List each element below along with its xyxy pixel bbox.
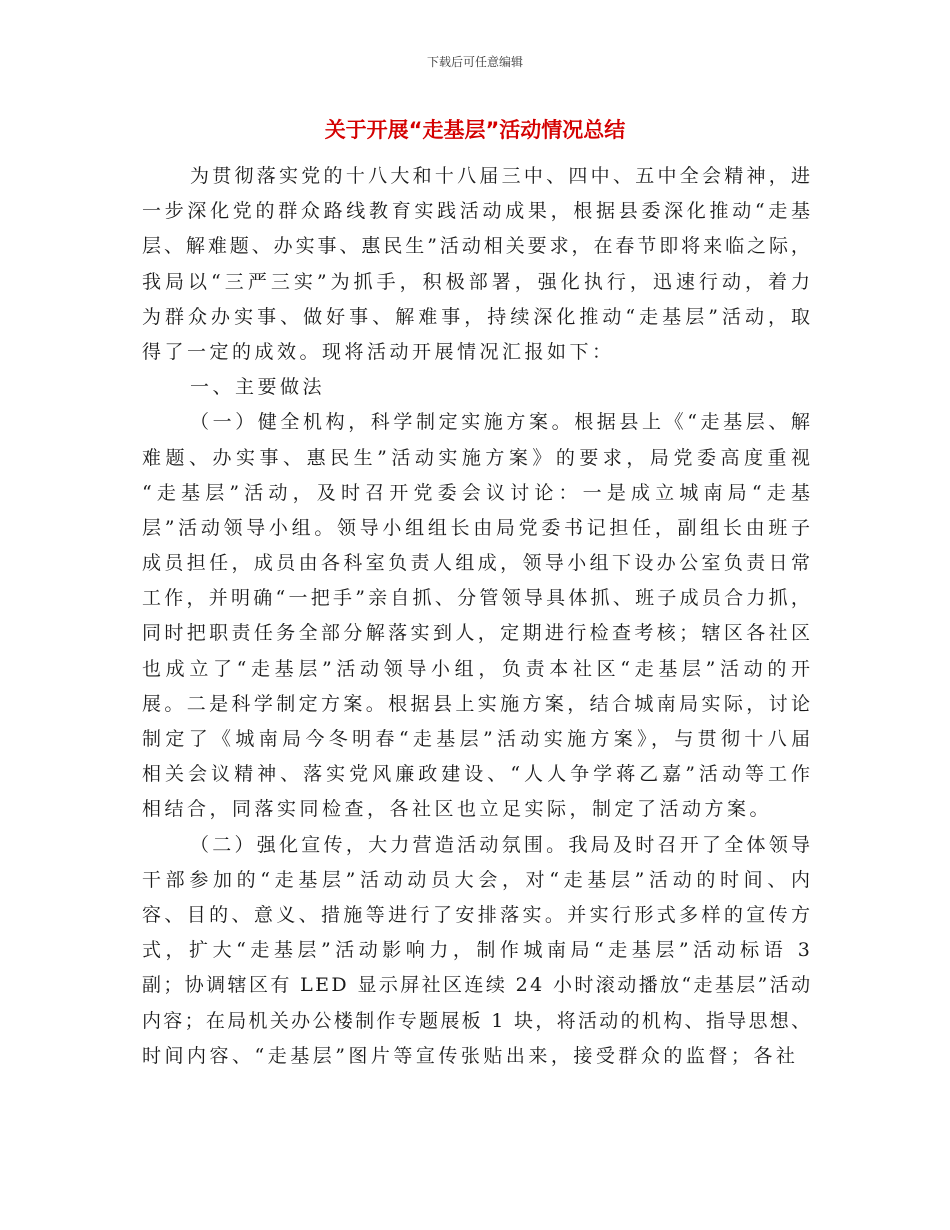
body-line [142,511,814,546]
body-line [142,581,814,616]
document-body [142,159,816,1074]
body-line-text: “走基层”活动，及时召开党委会议讨论：一是成立城南局“走基 [142,481,816,504]
body-line [142,792,810,827]
body-line-text: 层、解难题、办实事、惠民生”活动相关要求，在春节即将来临之际， [142,235,813,258]
body-line [142,828,814,863]
body-line [142,933,815,968]
body-line [142,476,816,511]
body-line-text: 相结合，同落实同检查，各社区也立足实际，制定了活动方案。 [142,798,773,821]
body-line-text: 内容；在局机关办公楼制作专题展板 1 块，将活动的机构、指导思想、 [142,1009,813,1032]
body-line-text: 制定了《城南局今冬明春“走基层”活动实施方案》，与贯彻十八届 [142,728,815,750]
body-line-text: 为群众办实事、做好事、解难事，持续深化推动“走基层”活动，取 [142,305,815,328]
body-line [142,441,815,476]
body-line [142,300,815,335]
body-line-text: （一）健全机构，科学制定实施方案。根据县上《“走基层、解 [190,411,814,434]
body-line [142,194,814,229]
body-line [142,863,815,898]
body-line [142,687,814,722]
body-line [142,265,815,300]
body-line [142,757,815,792]
body-line-text: 工作，并明确“一把手”亲自抓、分管领导具体抓、班子成员合力抓， [142,587,814,610]
document-title: 关于开展“走基层”活动情况总结 [324,118,626,142]
body-line-text: 我局以“三严三实”为抓手，积极部署，强化执行，迅速行动，着力 [142,270,815,293]
body-line-text: 同时把职责任务全部分解落实到人，定期进行检查考核；辖区各社区 [142,622,814,645]
body-line-text: （二）强化宣传，大力营造活动氛围。我局及时召开了全体领导 [190,833,814,856]
body-line-text: 一、主要做法 [190,376,326,399]
body-line [142,898,814,933]
body-line [142,722,815,757]
body-line-text: 副；协调辖区有 LED 显示屏社区连续 24 小时滚动播放“走基层”活动 [142,974,813,997]
body-line-text: 难题、办实事、惠民生”活动实施方案》的要求，局党委高度重视 [142,446,815,469]
body-line-text: 式，扩大“走基层”活动影响力，制作城南局“走基层”活动标语 3 [142,939,815,962]
body-line-text: 时间内容、“走基层”图片等宣传张贴出来，接受群众的监督；各社 [142,1044,799,1067]
body-line [142,335,810,370]
header-note: 下载后可任意编辑 [426,55,523,69]
body-line-text: 得了一定的成效。现将活动开展情况汇报如下： [142,340,615,363]
body-line-text: 相关会议精神、落实党风廉政建设、“人人争学蒋乙嘉”活动等工作 [142,763,815,786]
body-line-text: 也成立了“走基层”活动领导小组，负责本社区“走基层”活动的开 [142,657,815,680]
body-line [142,159,814,194]
body-line-text: 为贯彻落实党的十八大和十八届三中、四中、五中全会精神，进 [190,165,814,187]
body-line-text: 容、目的、意义、措施等进行了安排落实。并实行形式多样的宣传方 [142,903,814,926]
body-line [142,405,814,440]
body-line-text: 展。二是科学制定方案。根据县上实施方案，结合城南局实际，讨论 [142,692,814,715]
body-line [142,229,813,264]
body-line-text: 干部参加的“走基层”活动动员大会，对“走基层”活动的时间、内 [142,868,815,891]
body-line [142,652,815,687]
body-line-text: 成员担任，成员由各科室负责人组成，领导小组下设办公室负责日常 [142,552,814,575]
body-line [142,546,814,581]
body-line [142,370,810,405]
body-line-text: 一步深化党的群众路线教育实践活动成果，根据县委深化推动“走基 [142,200,814,223]
body-line [142,1004,813,1039]
body-line [142,616,814,651]
body-line [142,968,813,1003]
body-line-text: 层”活动领导小组。领导小组组长由局党委书记担任，副组长由班子 [142,516,814,539]
body-line [142,1039,810,1074]
